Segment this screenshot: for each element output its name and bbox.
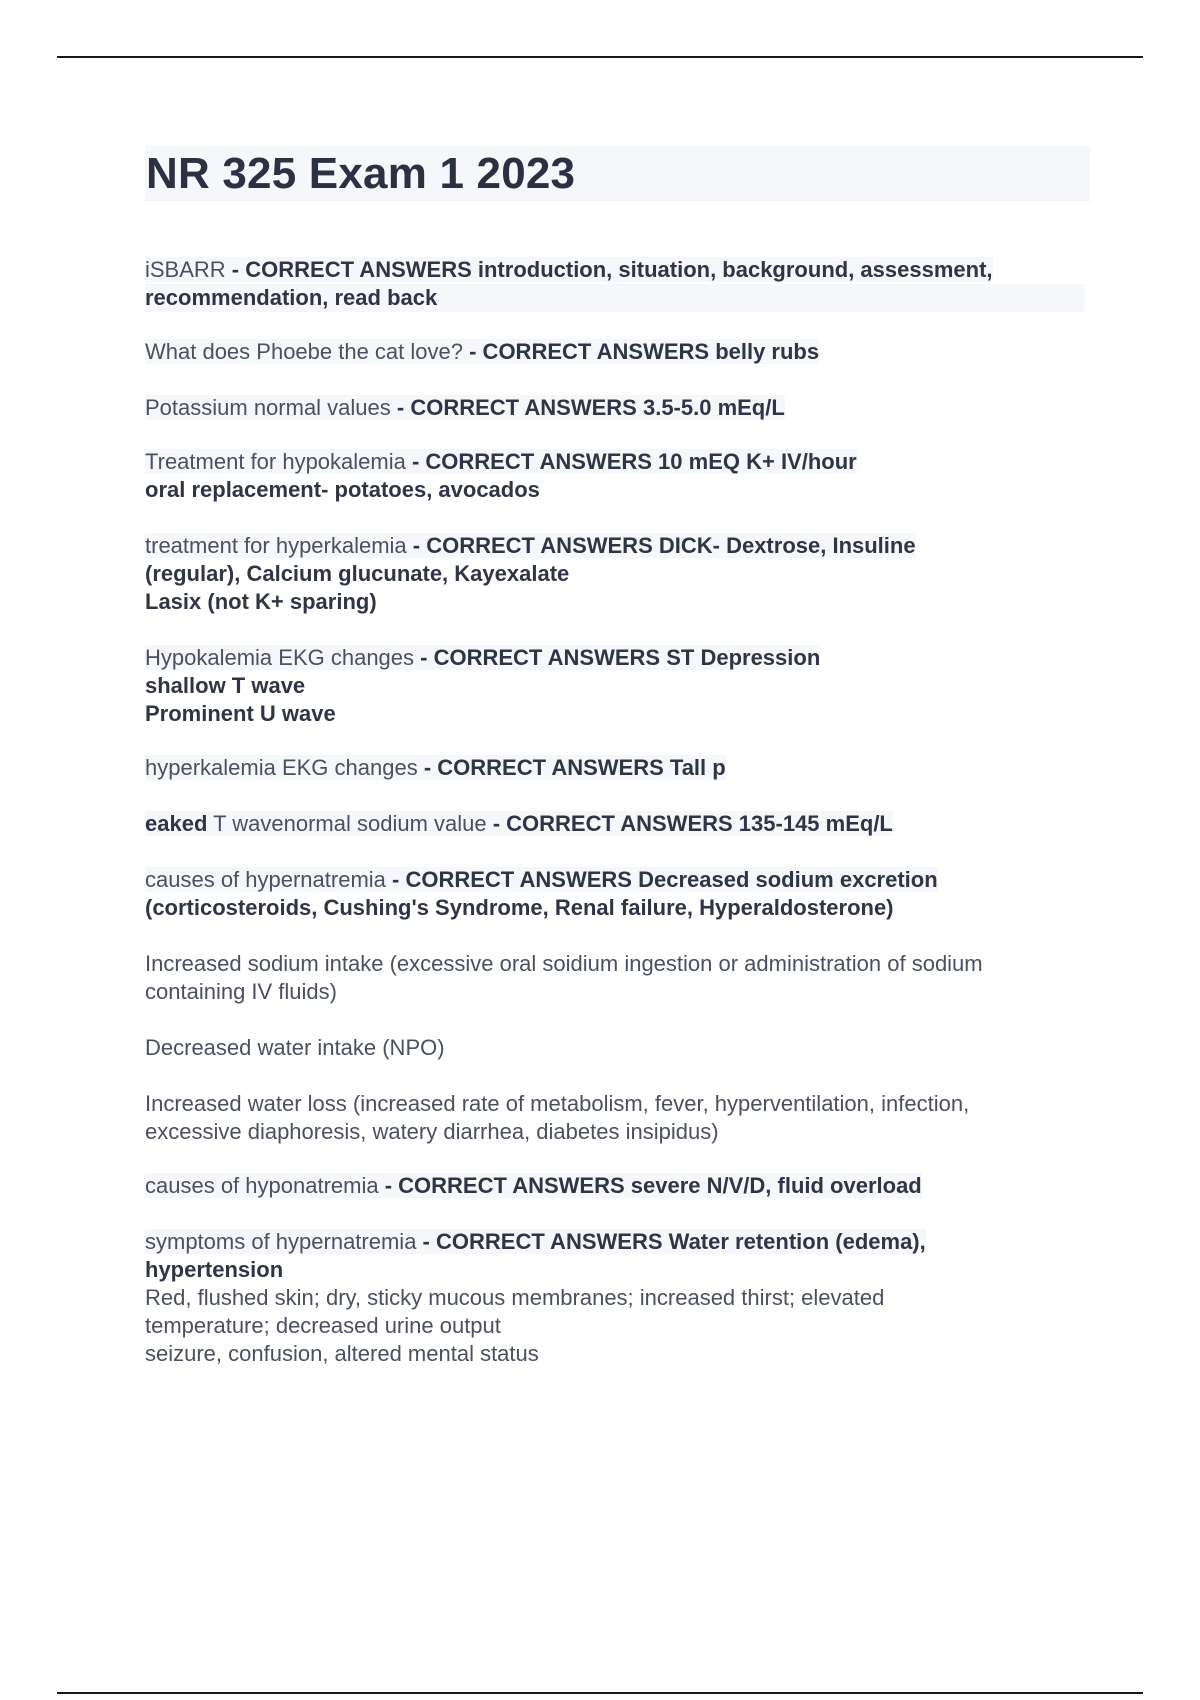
answer-line: ST Depression — [666, 645, 821, 670]
entry-water-intake — [145, 1034, 1085, 1062]
question: Potassium normal values — [145, 395, 391, 420]
question: Hypokalemia EKG changes — [145, 645, 415, 670]
text-line: Red, flushed skin; dry, sticky mucous membranes; increased thirst; elevated — [145, 1285, 885, 1310]
entry-hyperkalemia-treatment — [145, 532, 1085, 616]
answer-line: 3.5-5.0 mEq/L — [642, 395, 785, 420]
answer-line: severe N/V/D, fluid overload — [630, 1173, 922, 1198]
entry-hyperkalemia-ekg — [145, 754, 1085, 782]
answer-line: (corticosteroids, Cushing's Syndrome, Renal failure, Hyperaldosterone) — [145, 895, 894, 920]
question: causes of hyponatremia — [145, 1173, 379, 1198]
entry-hypokalemia-ekg — [145, 644, 1085, 728]
answer-label: - CORRECT ANSWERS — [486, 811, 739, 836]
answer-line: introduction, situation, background, assessment, — [477, 257, 993, 282]
entry-hypokalemia-treatment — [145, 448, 1085, 504]
page-title: NR 325 Exam 1 2023 — [146, 149, 576, 198]
answer-line: 10 mEQ K+ IV/hour — [658, 449, 857, 474]
text-line: containing IV fluids) — [145, 979, 337, 1004]
answer-label: - CORRECT ANSWERS — [417, 755, 670, 780]
question: Treatment for hypokalemia — [145, 449, 406, 474]
text-line: Increased sodium intake (excessive oral soidium ingestion or administration of sodium — [145, 951, 983, 976]
text-line: Decreased water intake (NPO) — [145, 1035, 445, 1060]
entry-hypernatremia-causes — [145, 866, 1085, 922]
answer-line: DICK- Dextrose, Insuline — [658, 533, 916, 558]
answer-label: - CORRECT ANSWERS — [378, 1173, 631, 1198]
text-line: excessive diaphoresis, watery diarrhea, diabetes insipidus) — [145, 1119, 719, 1144]
answer-label: - CORRECT ANSWERS — [414, 645, 667, 670]
entry-potassium-values — [145, 394, 1085, 422]
footer-rule — [57, 1692, 1143, 1694]
answer-line: (regular), Calcium glucunate, Kayexalate — [145, 561, 570, 586]
entry-sodium-value — [145, 810, 1085, 838]
answer-line: Tall p — [669, 755, 726, 780]
answer-line: oral replacement- potatoes, avocados — [145, 477, 540, 502]
answer-label: - CORRECT ANSWERS — [390, 395, 643, 420]
answer-line: shallow T wave — [145, 673, 306, 698]
answer-label: - CORRECT ANSWERS — [385, 867, 639, 892]
answer-label: - CORRECT ANSWERS — [225, 257, 478, 282]
answer-label: - CORRECT ANSWERS — [463, 339, 716, 364]
question: causes of hypernatremia — [145, 867, 386, 892]
entry-phoebe — [145, 338, 1085, 366]
answer-label: - CORRECT ANSWERS — [405, 449, 659, 474]
question: symptoms of hypernatremia — [145, 1229, 417, 1254]
document-body — [145, 256, 1085, 1368]
answer-line: recommendation, read back — [145, 284, 1085, 312]
question: What does Phoebe the cat love? — [145, 339, 463, 364]
question: iSBARR — [145, 257, 226, 282]
answer-line: belly rubs — [715, 339, 820, 364]
entry-water-loss — [145, 1090, 1085, 1146]
answer-line: 135-145 mEq/L — [738, 811, 893, 836]
entry-isbarr — [145, 256, 1085, 312]
header-rule — [57, 56, 1143, 58]
question: treatment for hyperkalemia — [145, 533, 407, 558]
entry-sodium-intake — [145, 950, 1085, 1006]
question: T wavenormal sodium value — [207, 811, 487, 836]
answer-line: Lasix (not K+ sparing) — [145, 589, 377, 614]
entry-hyponatremia-causes — [145, 1172, 1085, 1200]
text-line: Increased water loss (increased rate of metabolism, fever, hyperventilation, infection, — [145, 1091, 970, 1116]
answer-label: - CORRECT ANSWERS — [406, 533, 659, 558]
answer-label: - CORRECT ANSWERS — [416, 1229, 669, 1254]
question: hyperkalemia EKG changes — [145, 755, 418, 780]
answer-line: Water retention (edema), — [668, 1229, 926, 1254]
answer-line: Prominent U wave — [145, 701, 336, 726]
text-line: seizure, confusion, altered mental status — [145, 1341, 539, 1366]
answer-line: Decreased sodium excretion — [638, 867, 938, 892]
text-line: temperature; decreased urine output — [145, 1313, 501, 1338]
answer-line: hypertension — [145, 1257, 284, 1282]
answer-fragment: eaked — [145, 811, 208, 836]
entry-hypernatremia-symptoms — [145, 1228, 1085, 1368]
